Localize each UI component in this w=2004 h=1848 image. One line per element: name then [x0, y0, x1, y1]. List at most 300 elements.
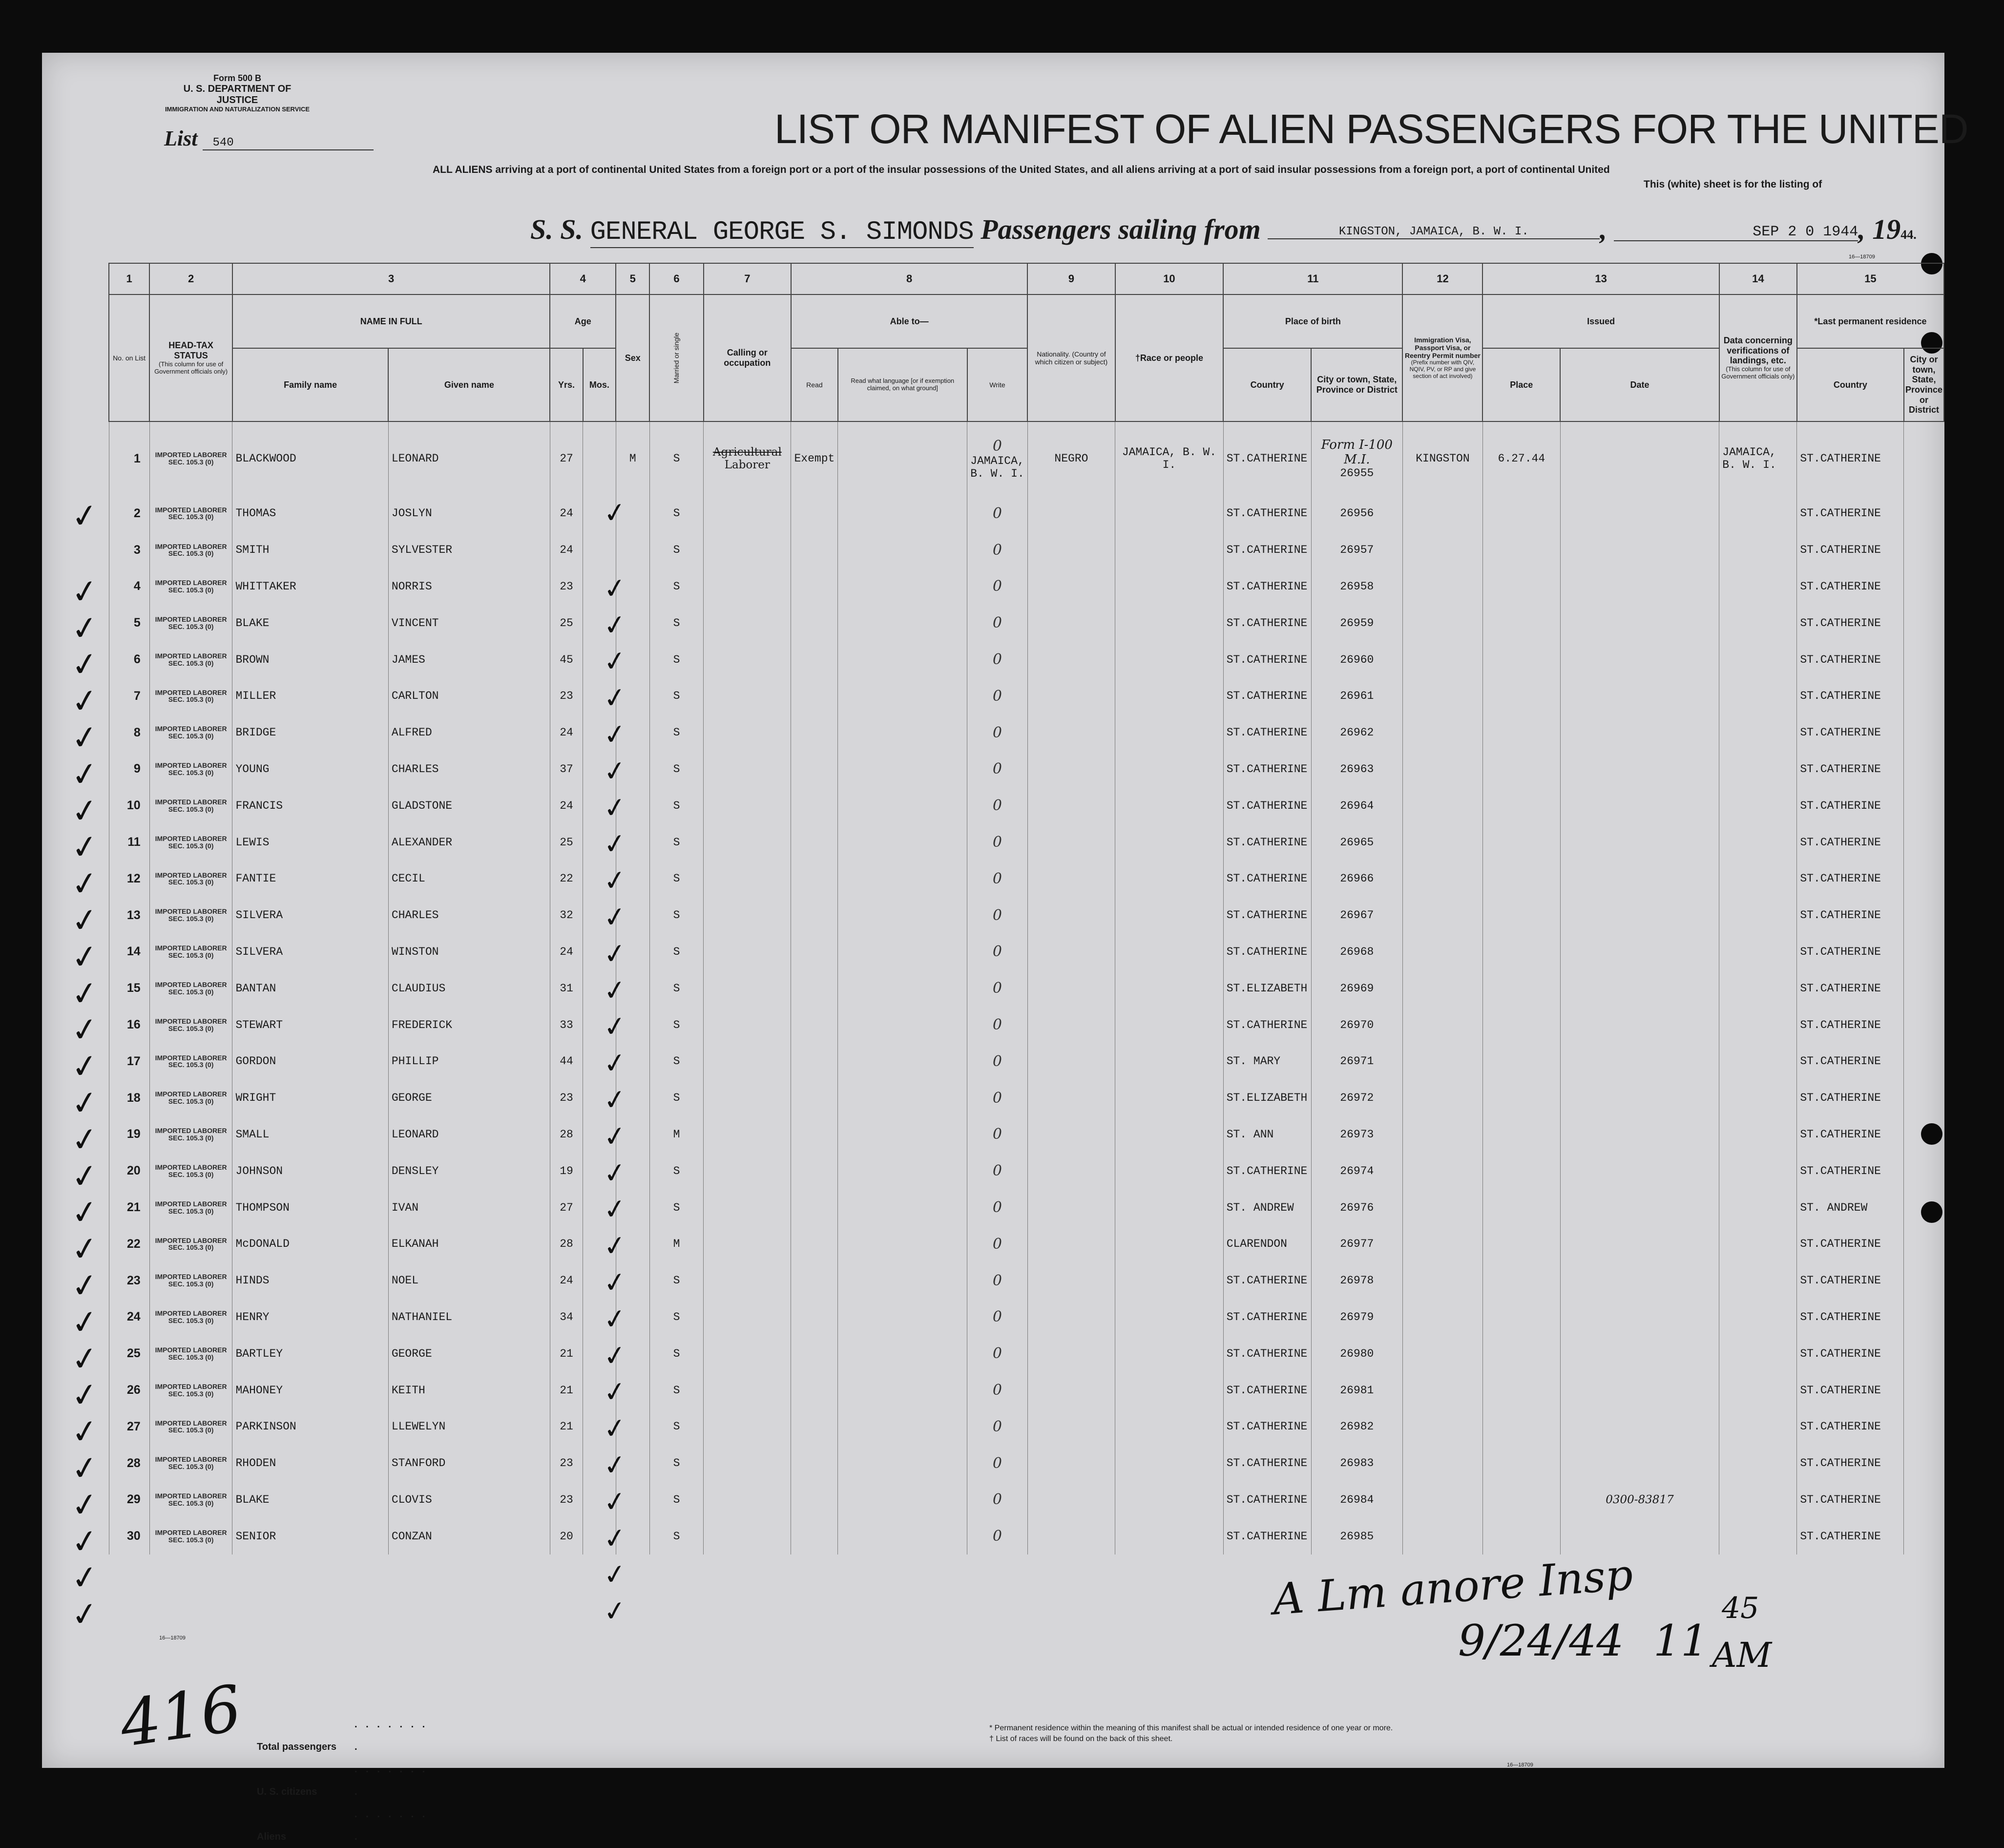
birth-city: ST.CATHERINE — [1223, 605, 1311, 641]
read-language — [791, 1189, 838, 1226]
read-language — [791, 1445, 838, 1482]
verification-data — [1560, 897, 1719, 934]
stamp-line: SEC. 105.3 (0) — [168, 732, 214, 740]
age-check-mark: ✓ — [601, 1083, 629, 1117]
age-years: 19 — [550, 1153, 583, 1189]
read-language — [791, 1116, 838, 1153]
stamp-line: IMPORTED LABORER — [155, 1273, 227, 1281]
age-check-mark: ✓ — [601, 1411, 629, 1447]
row-number: 25 — [109, 1335, 149, 1372]
stamp-line: SEC. 105.3 (0) — [168, 1134, 214, 1142]
marital-status: S — [649, 1189, 703, 1226]
margin-check-mark: ✓ — [68, 1265, 101, 1306]
res-country — [1719, 714, 1797, 751]
birth-city: ST.CATHERINE — [1223, 1335, 1311, 1372]
stamp-line: IMPORTED LABORER — [155, 944, 227, 952]
table-row — [109, 1116, 1944, 1153]
inspection-ampm: AM — [1712, 1635, 1772, 1675]
res-city: ST.CATHERINE — [1797, 641, 1904, 678]
res-country: JAMAICA, B. W. I. — [1719, 421, 1797, 495]
calling — [704, 1335, 791, 1372]
birth-city: ST.CATHERINE — [1223, 1372, 1311, 1408]
race — [1027, 1335, 1115, 1372]
family-name: SMALL — [232, 1116, 388, 1153]
age-check-mark: ✓ — [601, 717, 629, 752]
birth-city: ST.CATHERINE — [1223, 934, 1311, 970]
issued-date — [1482, 1043, 1560, 1080]
row-number: 11 — [109, 824, 149, 861]
given-name: LLEWELYN — [388, 1408, 550, 1445]
stamp-line: SEC. 105.3 (0) — [168, 549, 214, 558]
res-country — [1719, 787, 1797, 824]
birth-city: ST.CATHERINE — [1223, 1007, 1311, 1043]
res-country — [1719, 751, 1797, 788]
verification-zero: 0 — [992, 1308, 1002, 1326]
issued-date — [1482, 1372, 1560, 1408]
verification-zero: 0 — [992, 1199, 1002, 1217]
visa-number — [1311, 421, 1402, 495]
issued-place — [1402, 897, 1482, 934]
stamp-line: SEC. 105.3 (0) — [168, 1316, 214, 1324]
stamp-line: IMPORTED LABORER — [155, 651, 227, 660]
total-passengers-label: Total passengers — [257, 1742, 337, 1752]
nationality — [967, 1116, 1027, 1153]
race — [1027, 751, 1115, 788]
birth-country — [1115, 1116, 1224, 1153]
issued-place — [1402, 1482, 1482, 1518]
visa-number: 26964 — [1311, 787, 1402, 824]
stamp-line: SEC. 105.3 (0) — [168, 659, 214, 667]
header-family-name: Family name — [232, 348, 388, 421]
head-tax-stamp — [149, 787, 232, 824]
table-row — [109, 1445, 1944, 1482]
nationality — [967, 1372, 1027, 1408]
head-tax-note: (This column for use of Government officials only) — [154, 360, 228, 375]
family-name: MAHONEY — [232, 1372, 388, 1408]
issued-place — [1402, 1080, 1482, 1116]
header-birth-city: City or town, State, Province or District — [1311, 348, 1402, 421]
row-number: 1 — [109, 421, 149, 495]
res-country — [1719, 1299, 1797, 1336]
stamp-line: IMPORTED LABORER — [155, 1127, 227, 1135]
read-language — [791, 1080, 838, 1116]
verification-data — [1560, 1226, 1719, 1262]
marital-status: S — [649, 1262, 703, 1299]
table-row — [109, 1189, 1944, 1226]
calling — [704, 1189, 791, 1226]
nationality — [967, 1080, 1027, 1116]
head-tax-stamp — [149, 641, 232, 678]
visa-number: 26961 — [1311, 678, 1402, 714]
birth-country — [1115, 1408, 1224, 1445]
verification-data — [1560, 641, 1719, 678]
column-number-row — [109, 263, 1944, 294]
age-check-mark: ✓ — [601, 1302, 629, 1337]
write — [838, 1226, 967, 1262]
header-row-1 — [109, 294, 1944, 348]
issued-place — [1402, 678, 1482, 714]
head-tax-title: HEAD-TAX STATUS — [168, 340, 213, 361]
birth-country — [1115, 1262, 1224, 1299]
read-language — [791, 568, 838, 605]
calling — [704, 824, 791, 861]
verification-zero: 0 — [992, 1016, 1002, 1034]
table-row — [109, 1335, 1944, 1372]
calling — [704, 714, 791, 751]
visa-number: 26970 — [1311, 1007, 1402, 1043]
stamp-line: SEC. 105.3 (0) — [168, 1499, 214, 1507]
margin-check-mark: ✓ — [68, 1521, 101, 1562]
age-check-mark: ✓ — [601, 790, 629, 825]
verification-zero: 0 — [992, 1418, 1002, 1435]
stamp-line: SEC. 105.3 (0) — [168, 915, 214, 923]
stamp-line: SEC. 105.3 (0) — [168, 1535, 214, 1544]
birth-country — [1115, 1518, 1224, 1554]
family-name: BLACKWOOD — [232, 421, 388, 495]
age-years: 28 — [550, 1226, 583, 1262]
margin-check-mark: ✓ — [68, 1009, 101, 1050]
family-name: BANTAN — [232, 970, 388, 1007]
margin-check-mark: ✓ — [68, 900, 101, 941]
res-city: ST.CATHERINE — [1797, 532, 1904, 568]
age-check-mark: ✓ — [601, 1046, 629, 1081]
given-name: IVAN — [388, 1189, 550, 1226]
issued-place — [1402, 1335, 1482, 1372]
visa-number: 26976 — [1311, 1189, 1402, 1226]
birth-country — [1115, 714, 1224, 751]
visa-number: 26982 — [1311, 1408, 1402, 1445]
row-number: 7 — [109, 678, 149, 714]
age-check-mark: ✓ — [601, 1338, 629, 1373]
issued-place — [1402, 714, 1482, 751]
table-row — [109, 495, 1944, 532]
head-tax-stamp — [149, 970, 232, 1007]
age-years: 45 — [550, 641, 583, 678]
head-tax-stamp — [149, 495, 232, 532]
read-language — [791, 605, 838, 641]
race — [1027, 532, 1115, 568]
head-tax-stamp — [149, 1189, 232, 1226]
visa-number: 26967 — [1311, 897, 1402, 934]
birth-country — [1115, 1445, 1224, 1482]
stamp-line: IMPORTED LABORER — [155, 505, 227, 514]
res-city: ST.CATHERINE — [1797, 934, 1904, 970]
verification-data — [1560, 970, 1719, 1007]
res-city: ST.CATHERINE — [1797, 495, 1904, 532]
write — [838, 1080, 967, 1116]
age-years: 21 — [550, 1372, 583, 1408]
verification-data — [1560, 1007, 1719, 1043]
marital-status: S — [649, 897, 703, 934]
res-city: ST.CATHERINE — [1797, 1335, 1904, 1372]
head-tax-stamp — [149, 1226, 232, 1262]
issued-date — [1482, 1518, 1560, 1554]
visa-number: 26957 — [1311, 532, 1402, 568]
given-name: ALEXANDER — [388, 824, 550, 861]
calling — [704, 897, 791, 934]
calling — [704, 1518, 791, 1554]
write — [838, 421, 967, 495]
res-country — [1719, 1116, 1797, 1153]
read-language — [791, 1262, 838, 1299]
nationality — [967, 1189, 1027, 1226]
given-name: CECIL — [388, 861, 550, 897]
nationality — [967, 495, 1027, 532]
race — [1027, 495, 1115, 532]
visa-number: 26979 — [1311, 1299, 1402, 1336]
issued-place — [1402, 861, 1482, 897]
issued-date — [1482, 1007, 1560, 1043]
age-check-mark: ✓ — [601, 1192, 629, 1227]
verification-zero: 0 — [992, 760, 1002, 778]
read-language — [791, 824, 838, 861]
colnum: 9 — [1027, 263, 1115, 294]
stamp-line: IMPORTED LABORER — [155, 1090, 227, 1098]
write — [838, 787, 967, 824]
issued-date — [1482, 605, 1560, 641]
family-name: BLAKE — [232, 1482, 388, 1518]
head-tax-stamp — [149, 1153, 232, 1189]
table-row — [109, 934, 1944, 970]
family-name: YOUNG — [232, 751, 388, 788]
issued-date — [1482, 934, 1560, 970]
given-name: JOSLYN — [388, 495, 550, 532]
colnum: 10 — [1115, 263, 1224, 294]
birth-country — [1115, 861, 1224, 897]
res-city: ST.CATHERINE — [1797, 1445, 1904, 1482]
issued-date — [1482, 824, 1560, 861]
age-years: 23 — [550, 568, 583, 605]
department-name: U. S. DEPARTMENT OF JUSTICE — [183, 83, 292, 105]
issued-date — [1482, 1299, 1560, 1336]
birth-city: ST.CATHERINE — [1223, 641, 1311, 678]
marital-status: S — [649, 1372, 703, 1408]
margin-check-mark: ✓ — [68, 1448, 101, 1489]
write — [838, 970, 967, 1007]
birth-city: ST.CATHERINE — [1223, 1153, 1311, 1189]
marital-status: S — [649, 1518, 703, 1554]
age-check-mark: ✓ — [601, 1375, 629, 1410]
family-name: STEWART — [232, 1007, 388, 1043]
res-city: ST.CATHERINE — [1797, 1299, 1904, 1336]
race: NEGRO — [1027, 421, 1115, 495]
margin-check-mark: ✓ — [68, 717, 101, 758]
res-country — [1719, 1482, 1797, 1518]
visa-number: 26974 — [1311, 1153, 1402, 1189]
visa-number: 26959 — [1311, 605, 1402, 641]
table-row — [109, 1262, 1944, 1299]
verification-data — [1560, 1262, 1719, 1299]
stamp-line: IMPORTED LABORER — [155, 615, 227, 624]
verification-data — [1560, 678, 1719, 714]
birth-country — [1115, 970, 1224, 1007]
stamp-line: SEC. 105.3 (0) — [168, 1389, 214, 1398]
header-visa — [1402, 294, 1482, 421]
calling — [704, 1080, 791, 1116]
res-city: ST. ANDREW — [1797, 1189, 1904, 1226]
res-country — [1719, 970, 1797, 1007]
list-number: 540 — [203, 136, 374, 150]
stamp-line: SEC. 105.3 (0) — [168, 1353, 214, 1361]
birth-city: ST.CATHERINE — [1223, 1262, 1311, 1299]
marital-status: S — [649, 641, 703, 678]
read-language — [791, 1408, 838, 1445]
calling-struck: Agricultural — [712, 446, 782, 459]
verification-data — [1560, 532, 1719, 568]
header-place-of-birth: Place of birth — [1223, 294, 1402, 348]
res-country — [1719, 1153, 1797, 1189]
nationality — [967, 641, 1027, 678]
colnum: 8 — [791, 263, 1027, 294]
verification-zero: 0 — [992, 614, 1002, 632]
marital-status: S — [649, 824, 703, 861]
verification-zero: 0 — [992, 870, 1002, 887]
calling — [704, 641, 791, 678]
verification-zero: 0 — [992, 1089, 1002, 1107]
margin-check-mark: ✓ — [68, 1228, 101, 1270]
margin-check-mark: ✓ — [68, 1046, 101, 1087]
calling — [704, 861, 791, 897]
issued-date — [1482, 714, 1560, 751]
issued-date — [1482, 1445, 1560, 1482]
issued-place — [1402, 1007, 1482, 1043]
stamp-line: SEC. 105.3 (0) — [168, 1097, 214, 1106]
verification-zero: 0 — [992, 834, 1002, 851]
family-name: McDONALD — [232, 1226, 388, 1262]
age-years: 23 — [550, 678, 583, 714]
birth-city: ST.ELIZABETH — [1223, 1080, 1311, 1116]
given-name: CLAUDIUS — [388, 970, 550, 1007]
table-row — [109, 861, 1944, 897]
res-city: ST.CATHERINE — [1797, 714, 1904, 751]
write — [838, 897, 967, 934]
res-city: ST.CATHERINE — [1797, 1153, 1904, 1189]
colnum: 1 — [109, 263, 149, 294]
issued-place — [1402, 1116, 1482, 1153]
birth-country — [1115, 897, 1224, 934]
header-row-2 — [109, 348, 1944, 421]
stamp-line: SEC. 105.3 (0) — [168, 1243, 214, 1252]
table-row — [109, 970, 1944, 1007]
birth-country — [1115, 751, 1224, 788]
margin-check-mark: ✓ — [68, 936, 101, 978]
header-name-in-full: NAME IN FULL — [232, 294, 550, 348]
verification-zero: 0 — [992, 504, 1002, 522]
issued-date — [1482, 787, 1560, 824]
age-years: 28 — [550, 1116, 583, 1153]
race — [1027, 605, 1115, 641]
birth-city: ST.CATHERINE — [1223, 678, 1311, 714]
verification-data — [1560, 605, 1719, 641]
res-city: ST.CATHERINE — [1797, 1262, 1904, 1299]
nationality — [967, 568, 1027, 605]
calling — [704, 1007, 791, 1043]
res-city: ST.CATHERINE — [1797, 897, 1904, 934]
nationality — [967, 824, 1027, 861]
marital-status: S — [649, 1335, 703, 1372]
row-number: 14 — [109, 934, 149, 970]
write — [838, 1372, 967, 1408]
write — [838, 605, 967, 641]
verification-zero: 0 — [992, 1272, 1002, 1289]
stamp-line: SEC. 105.3 (0) — [168, 622, 214, 630]
table-row — [109, 421, 1944, 495]
marital-status: S — [649, 421, 703, 495]
row-number: 20 — [109, 1153, 149, 1189]
sex — [616, 532, 649, 568]
verification-data — [1560, 934, 1719, 970]
age-check-mark: ✓ — [601, 1119, 629, 1154]
verification-zero: 0 — [992, 1454, 1002, 1472]
passenger-rows — [109, 421, 1944, 1554]
race — [1027, 934, 1115, 970]
birth-city: ST.CATHERINE — [1223, 1445, 1311, 1482]
marital-status: S — [649, 495, 703, 532]
given-name: GEORGE — [388, 1080, 550, 1116]
table-row — [109, 1226, 1944, 1262]
birth-city: ST.CATHERINE — [1223, 568, 1311, 605]
head-tax-stamp — [149, 751, 232, 788]
stamp-line: IMPORTED LABORER — [155, 1199, 227, 1208]
stamp-line: IMPORTED LABORER — [155, 725, 227, 733]
head-tax-stamp — [149, 1335, 232, 1372]
given-name: STANFORD — [388, 1445, 550, 1482]
head-tax-stamp — [149, 824, 232, 861]
table-row — [109, 1080, 1944, 1116]
colnum: 12 — [1402, 263, 1482, 294]
visa-number: 26984 — [1311, 1482, 1402, 1518]
age-check-mark: ✓ — [601, 1009, 629, 1045]
stamp-line: SEC. 105.3 (0) — [168, 586, 214, 594]
write — [838, 495, 967, 532]
aliens-line — [257, 1803, 438, 1848]
issued-place — [1402, 1262, 1482, 1299]
issued-place — [1402, 1408, 1482, 1445]
colnum: 7 — [704, 263, 791, 294]
res-city: ST.CATHERINE — [1797, 1408, 1904, 1445]
res-country — [1719, 568, 1797, 605]
colnum: 14 — [1719, 263, 1797, 294]
write — [838, 1518, 967, 1554]
birth-country — [1115, 532, 1224, 568]
age-years: 31 — [550, 970, 583, 1007]
footnote-races: † List of races will be found on the back of this sheet. — [989, 1734, 1173, 1743]
write — [838, 1189, 967, 1226]
head-tax-stamp — [149, 568, 232, 605]
verification-data — [1560, 1408, 1719, 1445]
stamp-line: IMPORTED LABORER — [155, 1455, 227, 1464]
marital-status: S — [649, 1482, 703, 1518]
issued-date — [1482, 970, 1560, 1007]
visa-number: 26969 — [1311, 970, 1402, 1007]
res-country — [1719, 1262, 1797, 1299]
given-name: SYLVESTER — [388, 532, 550, 568]
age-check-mark: ✓ — [601, 1484, 629, 1519]
race — [1027, 678, 1115, 714]
birth-city: ST.CATHERINE — [1223, 1482, 1311, 1518]
row-number: 21 — [109, 1189, 149, 1226]
age-check-mark: ✓ — [601, 900, 629, 935]
res-city: ST.CATHERINE — [1797, 970, 1904, 1007]
stamp-line: IMPORTED LABORER — [155, 981, 227, 989]
manifest-sheet — [42, 53, 1968, 1842]
marital-status: S — [649, 714, 703, 751]
header-res-country: Country — [1797, 348, 1904, 421]
head-tax-stamp — [149, 1299, 232, 1336]
stamp-line: SEC. 105.3 (0) — [168, 1170, 214, 1178]
marital-status: S — [649, 751, 703, 788]
sailing-label: Passengers sailing from — [981, 213, 1261, 245]
